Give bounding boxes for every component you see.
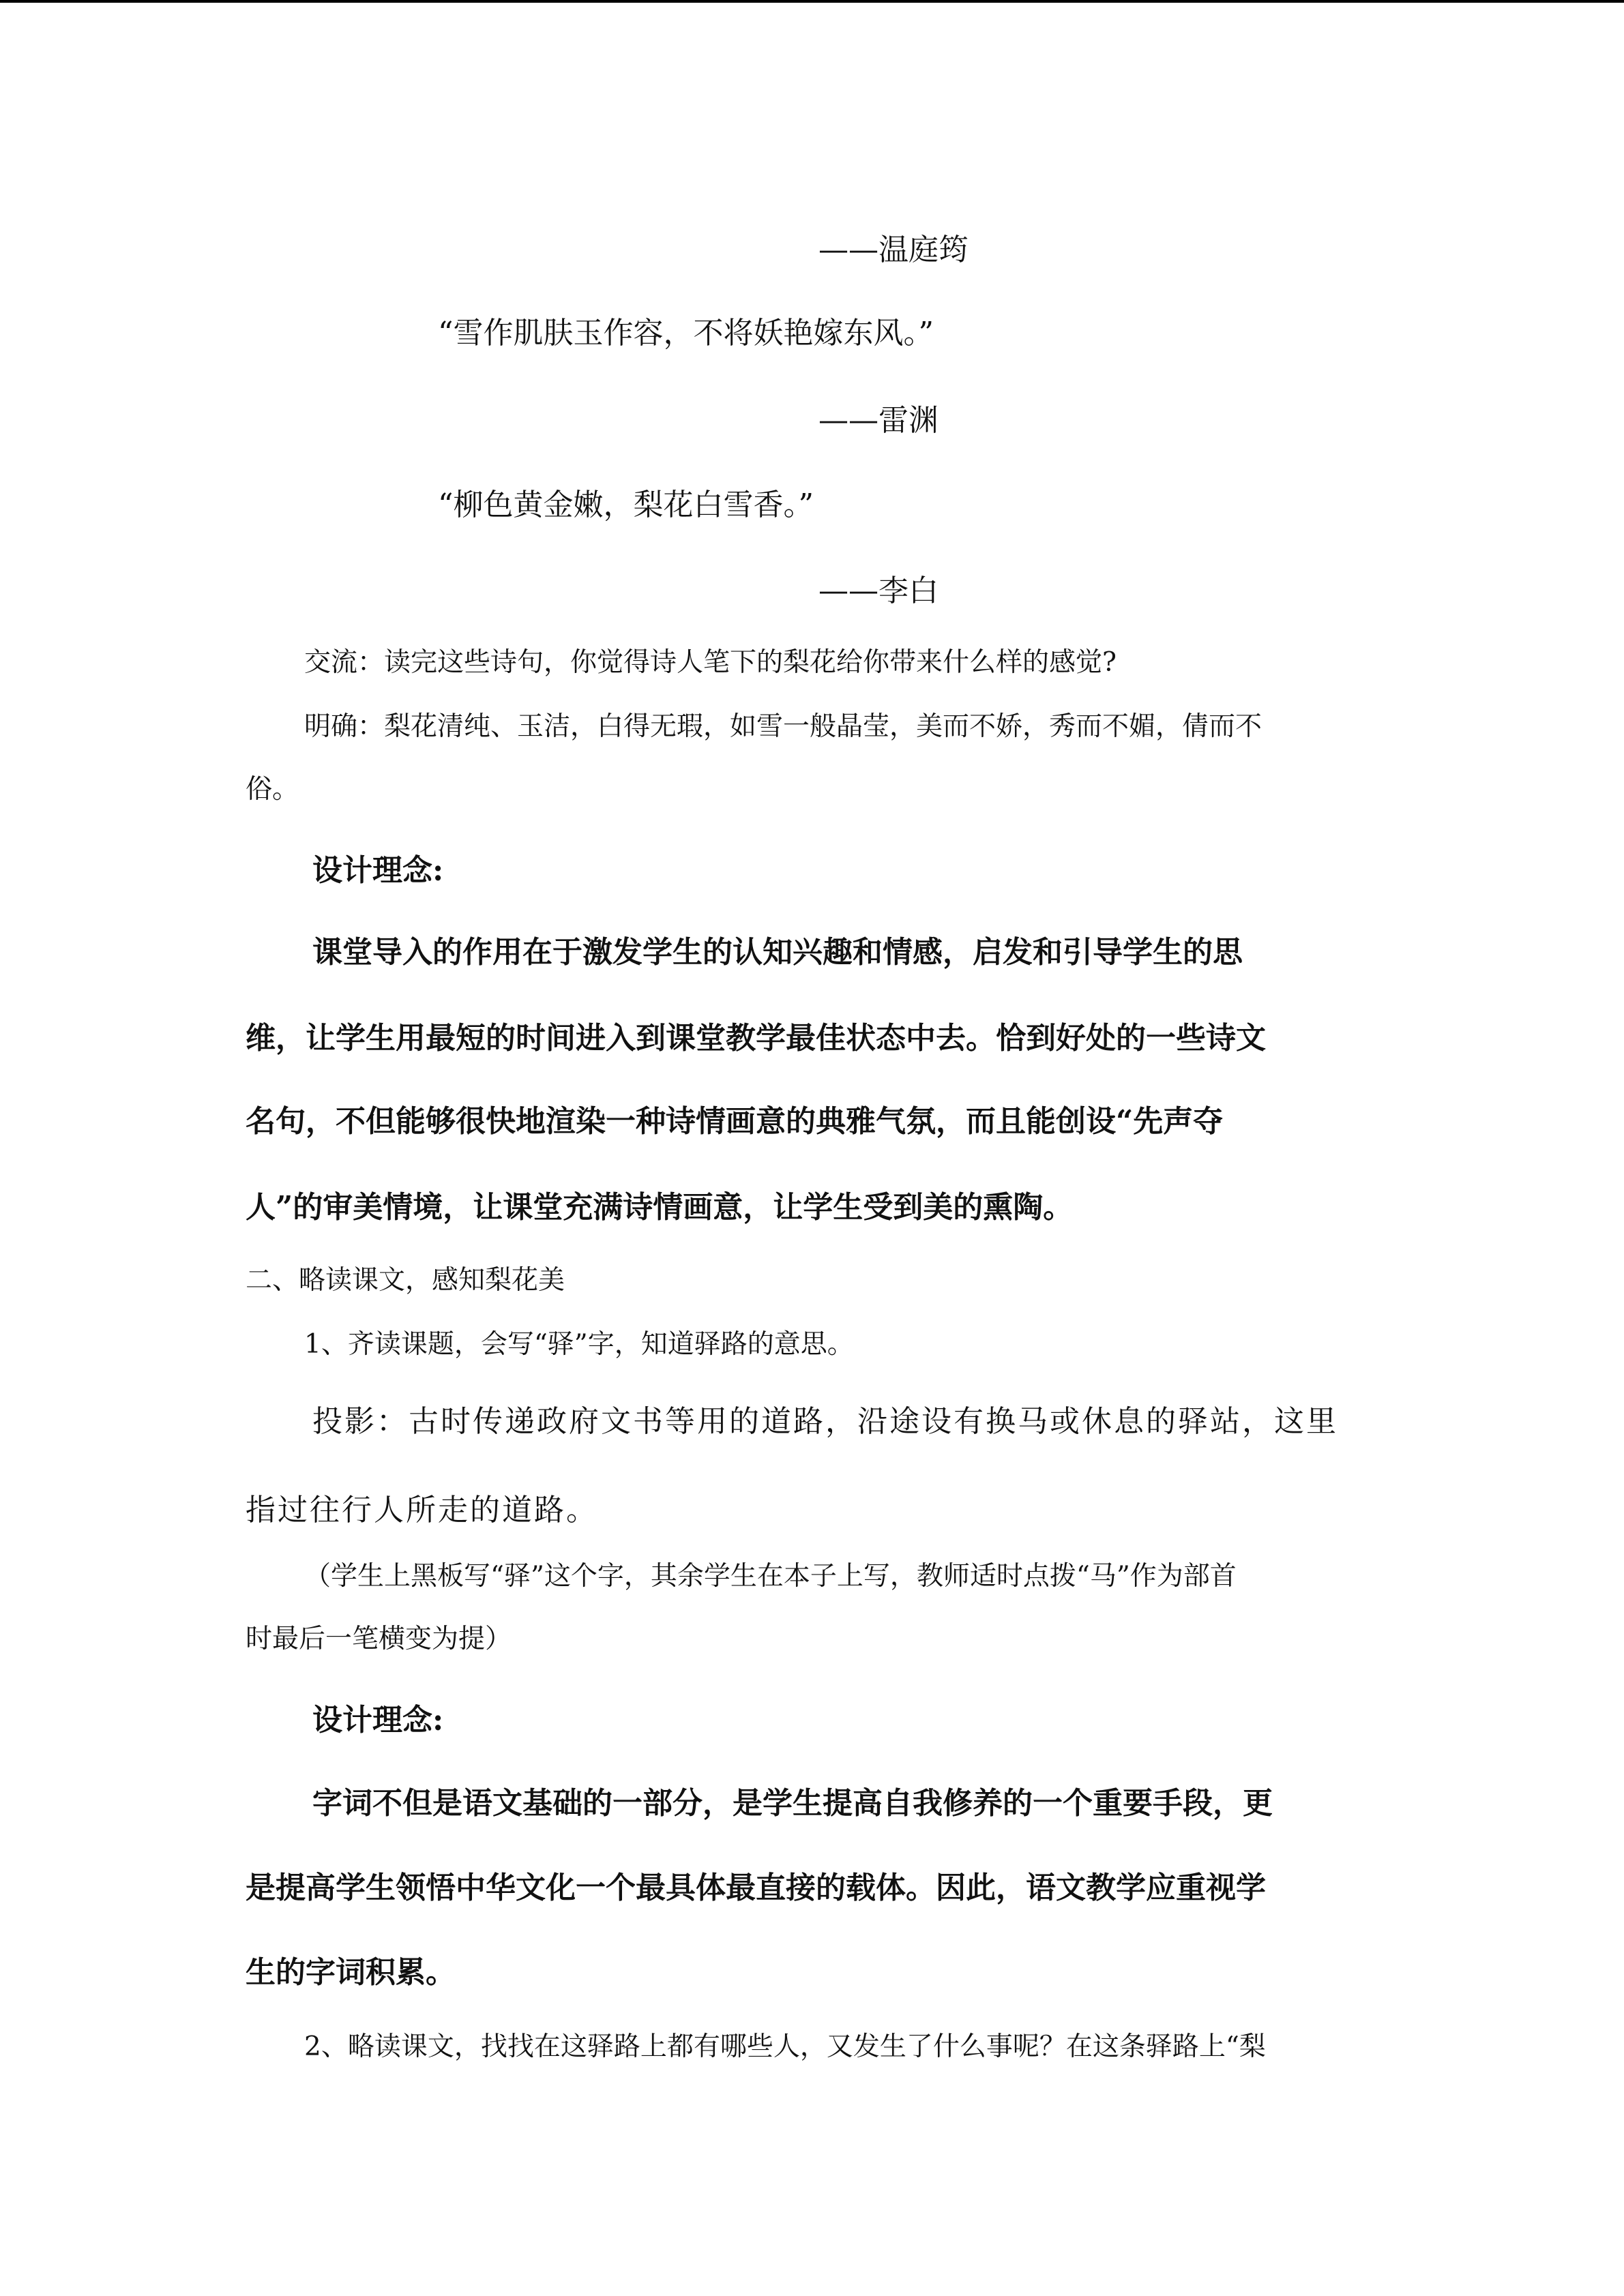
step-1: 1、齐读课题，会写“驿”字，知道驿路的意思。 — [304, 1329, 854, 1360]
design-concept-1-line-4: 人”的审美情境，让课堂充满诗情画意，让学生受到美的熏陶。 — [246, 1190, 1074, 1225]
projection-line-2: 指过往行人所走的道路。 — [246, 1493, 598, 1527]
poem-attribution-lei-yuan: ——雷渊 — [818, 403, 939, 438]
exchange-question: 交流：读完这些诗句，你觉得诗人笔下的梨花给你带来什么样的感觉? — [304, 647, 1117, 678]
projection-line-1: 投影：古时传递政府文书等用的道路，沿途设有换马或休息的驿站，这里 — [312, 1404, 1338, 1439]
clarification-line-2: 俗。 — [246, 774, 299, 805]
clarification-line-1: 明确：梨花清纯、玉洁，白得无瑕，如雪一般晶莹，美而不娇，秀而不媚，倩而不 — [304, 711, 1263, 742]
poem-quote-li-bai: “柳色黄金嫩，梨花白雪香。” — [438, 488, 814, 522]
design-concept-2-line-1: 字词不但是语文基础的一部分，是学生提高自我修养的一个重要手段，更 — [312, 1786, 1273, 1821]
design-concept-heading-2: 设计理念: — [312, 1703, 444, 1738]
design-concept-2-line-3: 生的字词积累。 — [246, 1955, 456, 1990]
design-concept-1-line-2: 维，让学生用最短的时间进入到课堂教学最佳状态中去。恰到好处的一些诗文 — [246, 1021, 1266, 1056]
teaching-note-line-2: 时最后一笔横变为提） — [246, 1624, 512, 1654]
step-2: 2、略读课文，找找在这驿路上都有哪些人，又发生了什么事呢？在这条驿路上“梨 — [304, 2031, 1266, 2062]
poem-quote-lei-yuan: “雪作肌肤玉作容，不将妖艳嫁东风。” — [438, 316, 934, 351]
poem-attribution-wen-tingyun: ——温庭筠 — [818, 233, 969, 267]
design-concept-heading-1: 设计理念: — [312, 853, 444, 888]
section-2-heading: 二、略读课文，感知梨花美 — [246, 1265, 565, 1296]
poem-attribution-li-bai: ——李白 — [818, 573, 939, 608]
teaching-note-line-1: （学生上黑板写“驿”这个字，其余学生在本子上写，教师适时点拨“马”作为部首 — [304, 1561, 1237, 1592]
design-concept-1-line-3: 名句，不但能够很快地渲染一种诗情画意的典雅气氛，而且能创设“先声夺 — [246, 1104, 1224, 1139]
design-concept-1-line-1: 课堂导入的作用在于激发学生的认知兴趣和情感，启发和引导学生的思 — [312, 935, 1243, 970]
design-concept-2-line-2: 是提高学生领悟中华文化一个最具体最直接的载体。因此，语文教学应重视学 — [246, 1870, 1266, 1905]
